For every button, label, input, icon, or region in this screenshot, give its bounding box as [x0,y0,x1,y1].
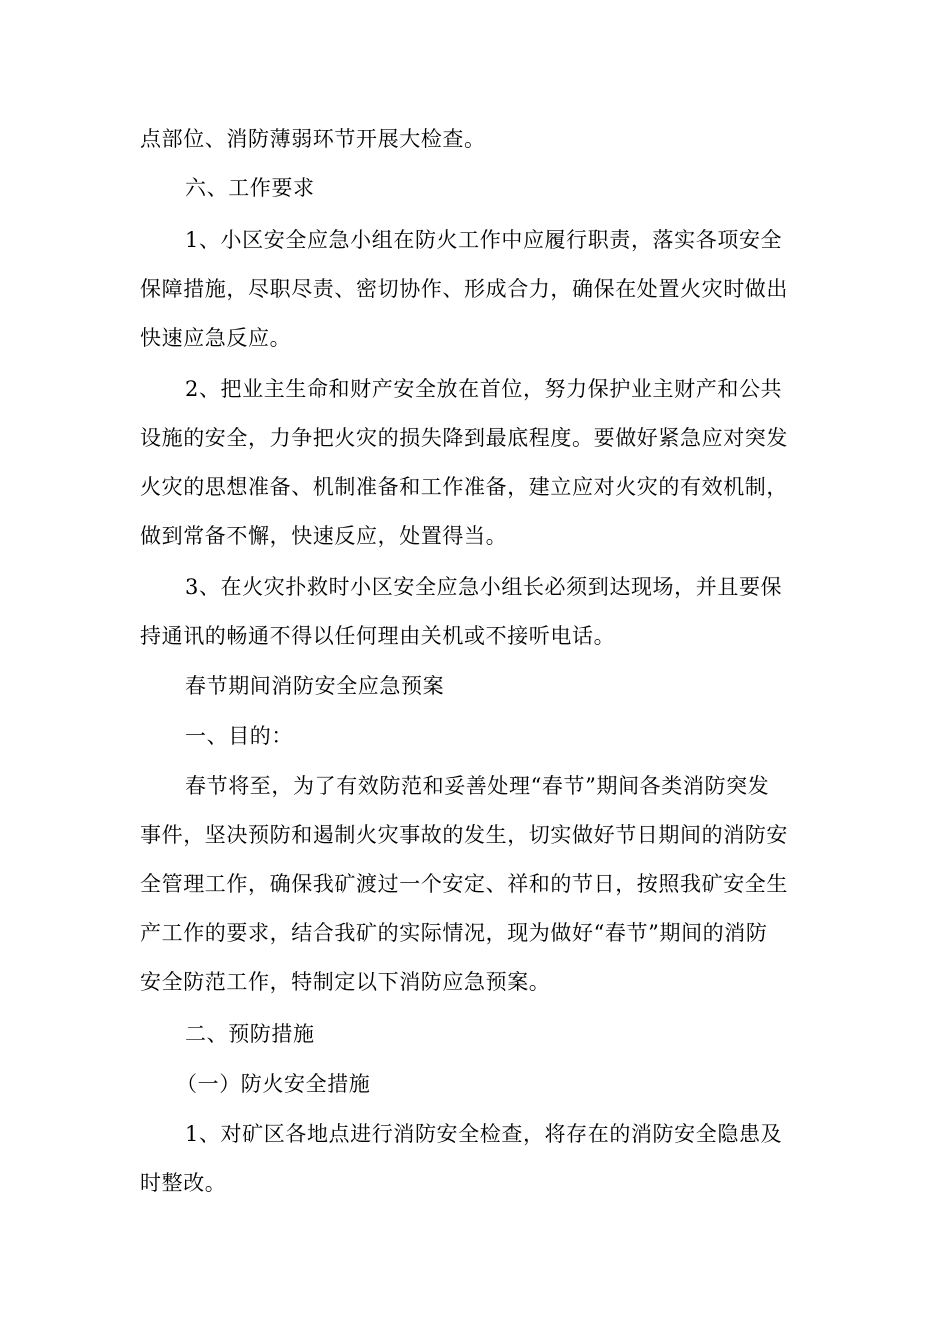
text-line: 春节将至，为了有效防范和妥善处理“春节”期间各类消防突发 [185,774,770,798]
text-line: 设施的安全，力争把火灾的损失降到最底程度。要做好紧急应对突发 [140,426,788,450]
measure-1 [140,1110,820,1208]
text-line: 2、把业主生命和财产安全放在首位，努力保护业主财产和公共 [185,377,783,401]
text-line: 持通讯的畅通不得以任何理由关机或不接听电话。 [140,624,616,648]
text-line: 二、预防措施 [185,1022,315,1046]
heading-work-requirements [140,164,820,213]
purpose-paragraph [140,762,820,1007]
text-line: 安全防范工作，特制定以下消防应急预案。 [140,970,551,994]
text-line: 1、对矿区各地点进行消防安全检查，将存在的消防安全隐患及 [185,1122,783,1146]
text-line: 春节期间消防安全应急预案 [185,674,445,698]
requirement-1 [140,216,820,363]
text-line: 做到常备不懈，快速反应，处置得当。 [140,524,508,548]
text-line: 火灾的思想准备、机制准备和工作准备，建立应对火灾的有效机制， [140,475,788,499]
text-line: 快速应急反应。 [140,326,292,350]
text-line: 产工作的要求，结合我矿的实际情况，现为做好“春节”期间的消防 [140,921,768,945]
heading-purpose [140,712,820,761]
subheading-fire-safety [140,1060,820,1109]
text-line: 事件，坚决预防和遏制火灾事故的发生，切实做好节日期间的消防安 [140,823,788,847]
requirement-2 [140,365,820,561]
text-line: 全管理工作，确保我矿渡过一个安定、祥和的节日，按照我矿安全生 [140,872,788,896]
text-line: 一、目的： [185,724,293,748]
text-line: （一）防火安全措施 [176,1072,371,1096]
text-line: 时整改。 [140,1171,227,1195]
text-line: 1、小区安全应急小组在防火工作中应履行职责，落实各项安全 [185,228,783,252]
section-title [140,662,820,711]
text-line: 点部位、消防薄弱环节开展大检查。 [140,127,486,151]
paragraph-p1 [140,115,820,164]
text-line: 3、在火灾扑救时小区安全应急小组长必须到达现场，并且要保 [185,575,783,599]
text-line: 保障措施，尽职尽责、密切协作、形成合力，确保在处置火灾时做出 [140,277,788,301]
requirement-3 [140,563,820,661]
text-line: 六、工作要求 [185,176,315,200]
heading-prevention [140,1010,820,1059]
